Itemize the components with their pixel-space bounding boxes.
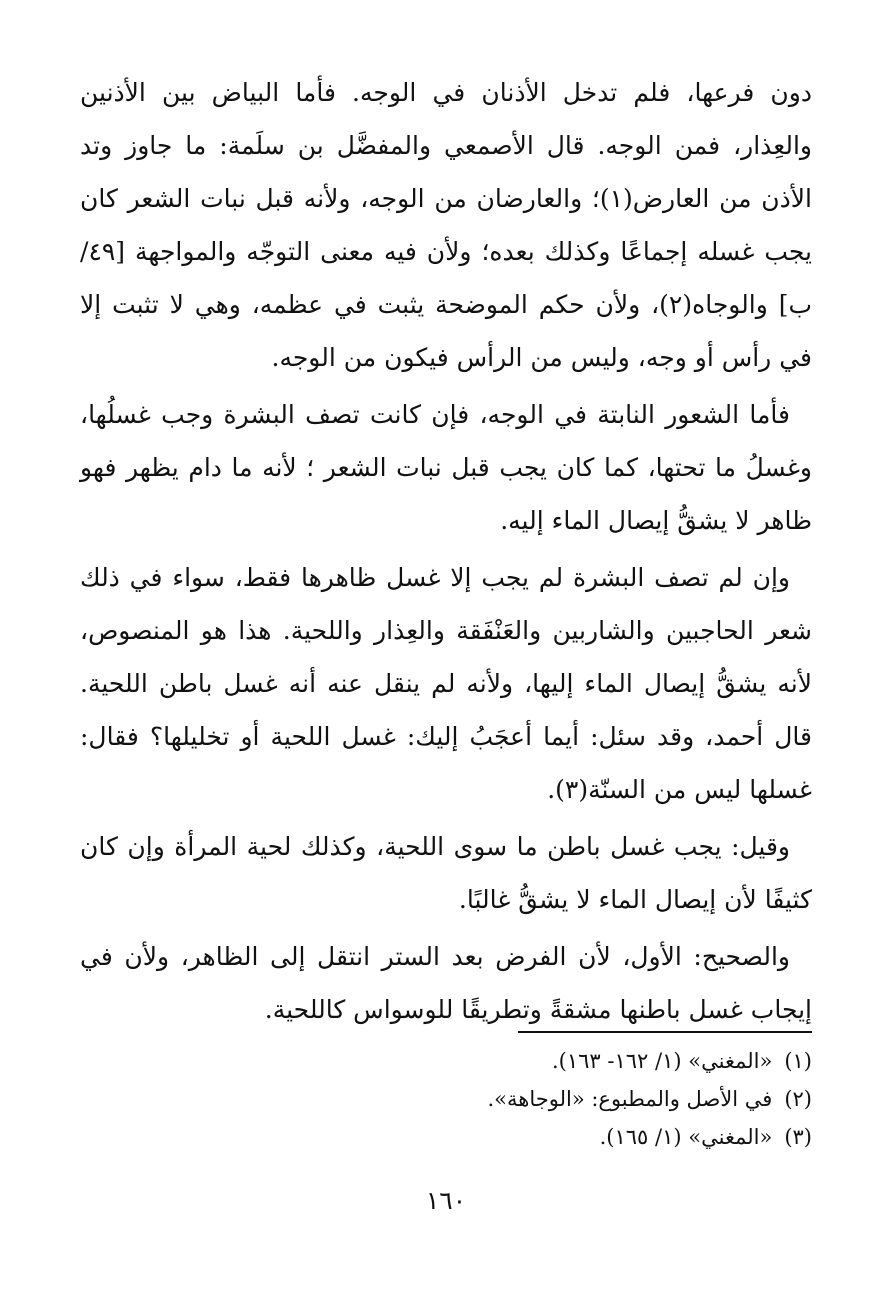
paragraph-2: فأما الشعور النابتة في الوجه، فإن كانت تصف البشرة وجب غسلُها، وغسلُ ما تحتها، كما كان يجب قبل نبات الشعر ؛ لأنه ما دام يظهر فهو ظاهر لا يشقُّ إيصال الماء إليه. xyxy=(80,400,812,535)
paragraph-5: والصحيح: الأول، لأن الفرض بعد الستر انتقل إلى الظاهر، ولأن في إيجاب غسل باطنها مشقةً وتطريقًا للوسواس كاللحية. xyxy=(80,942,812,1024)
footnote-text: «المغني» (١/ ١٦٢- ١٦٣). xyxy=(552,1049,773,1073)
paragraph-3: وإن لم تصف البشرة لم يجب إلا غسل ظاهرها فقط، سواء في ذلك شعر الحاجبين والشاربين والعَنْفَقة والعِذار واللحية. هذا هو المنصوص، لأنه يشقُّ إيصال الماء إليها، ولأنه لم ينقل عنه أنه غسل باطن اللحية. قال أحمد، وقد سئل: أيما أعجَبُ إليك: غسل اللحية أو تخليلها؟ فقال: غسلها ليس من السنّة(٣). xyxy=(80,563,812,804)
paragraph-4: وقيل: يجب غسل باطن ما سوى اللحية، وكذلك لحية المرأة وإن كان كثيفًا لأن إيصال الماء لا يشقُّ غالبًا. xyxy=(80,832,812,914)
footnote-text: «المغني» (١/ ١٦٥). xyxy=(599,1125,773,1149)
main-text xyxy=(80,66,812,1036)
footnote-number: (٢) xyxy=(784,1087,812,1111)
footnote-3 xyxy=(400,1118,812,1156)
page-number: ١٦٠ xyxy=(425,1186,467,1215)
paragraph-1: دون فرعها، فلم تدخل الأذنان في الوجه. فأما البياض بين الأذنين والعِذار، فمن الوجه. قال الأصمعي والمفضَّل بن سلَمة: ما جاوز وتد الأذن من العارض(١)؛ والعارضان من الوجه، ولأنه قبل نبات الشعر كان يجب غسله إجماعًا وكذلك بعده؛ ولأن فيه معنى التوجّه والمواجهة [٤٩/ ب] والوجاه(٢)، ولأن حكم الموضحة يثبت في عظمه، وهي لا تثبت إلا في رأس أو وجه، وليس من الرأس فيكون من الوجه. xyxy=(80,78,812,372)
footnote-2 xyxy=(400,1080,812,1118)
footnote-divider xyxy=(518,1031,812,1033)
footnote-1 xyxy=(400,1042,812,1080)
footnote-text: في الأصل والمطبوع: «الوجاهة». xyxy=(487,1087,773,1111)
footnote-number: (١) xyxy=(784,1049,812,1073)
footnote-number: (٣) xyxy=(784,1125,812,1149)
footnotes xyxy=(400,1042,812,1156)
